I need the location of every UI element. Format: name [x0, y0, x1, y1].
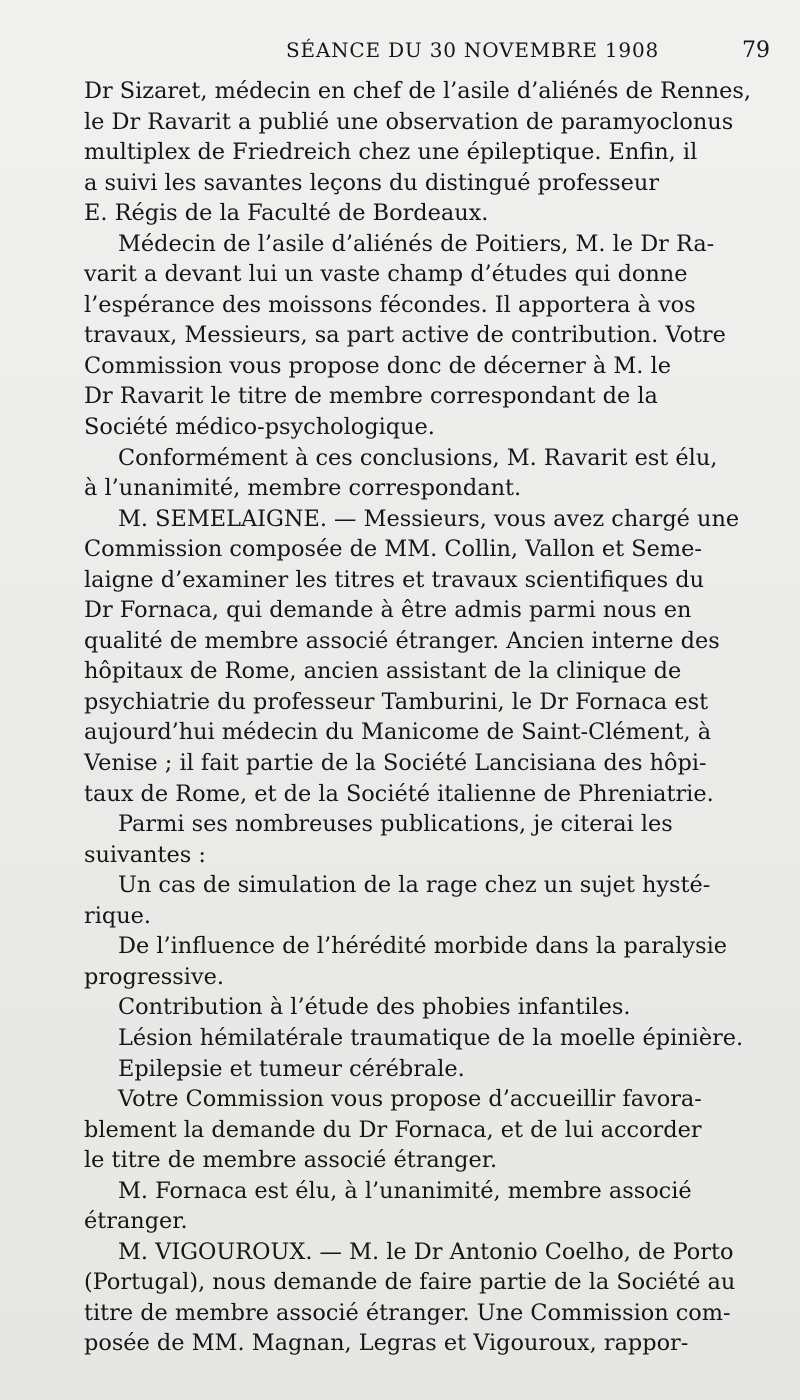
text-line: l’espérance des moissons fécondes. Il apportera à vos — [84, 291, 696, 318]
page-number: 79 — [742, 38, 770, 63]
text-line: hôpitaux de Rome, ancien assistant de la clinique de — [84, 658, 682, 685]
body-text — [84, 76, 769, 1359]
text-line: M. Fornaca est élu, à l’unanimité, membre associé — [118, 1177, 692, 1204]
text-line: Venise ; il fait partie de la Société Lancisiana des hôpi- — [84, 750, 707, 777]
text-line: multiplex de Friedreich chez une épileptique. Enfin, il — [84, 139, 698, 166]
text-line: E. Régis de la Faculté de Bordeaux. — [84, 200, 489, 227]
text-line: Dr Ravarit le titre de membre correspondant de la — [84, 383, 658, 410]
text-line: M. VIGOUROUX. — M. le Dr Antonio Coelho, de Porto — [118, 1238, 734, 1265]
text-line: Un cas de simulation de la rage chez un sujet hysté- — [118, 872, 711, 899]
text-line: progressive. — [84, 963, 224, 990]
text-line: étranger. — [84, 1208, 188, 1235]
text-line: psychiatrie du professeur Tamburini, le Dr Fornaca est — [84, 688, 709, 715]
text-line: a suivi les savantes leçons du distingué professeur — [84, 169, 660, 196]
text-line: Lésion hémilatérale traumatique de la moelle épinière. — [118, 1024, 744, 1051]
text-line: (Portugal), nous demande de faire partie de la Société au — [84, 1269, 736, 1296]
text-line: taux de Rome, et de la Société italienne de Phreniatrie. — [84, 780, 714, 807]
text-line: Commission composée de MM. Collin, Vallon et Seme- — [84, 536, 702, 563]
text-line: rique. — [84, 902, 151, 929]
text-line: le Dr Ravarit a publié une observation de paramyoclonus — [84, 108, 734, 135]
text-line: laigne d’examiner les titres et travaux scientifiques du — [84, 566, 704, 593]
running-title: SÉANCE DU 30 NOVEMBRE 1908 — [285, 38, 660, 62]
text-line: travaux, Messieurs, sa part active de contribution. Votre — [84, 322, 726, 349]
text-line: posée de MM. Magnan, Legras et Vigouroux, rappor- — [84, 1330, 689, 1357]
text-line: Conformément à ces conclusions, M. Ravarit est élu, — [118, 444, 718, 471]
text-line: Dr Fornaca, qui demande à être admis parmi nous en — [84, 597, 692, 624]
text-line: Votre Commission vous propose d’accueillir favora- — [118, 1086, 702, 1113]
text-line: M. SEMELAIGNE. — Messieurs, vous avez chargé une — [118, 505, 740, 532]
text-line: Médecin de l’asile d’aliénés de Poitiers, M. le Dr Ra- — [118, 230, 715, 257]
text-line: qualité de membre associé étranger. Ancien interne des — [84, 627, 720, 654]
text-line: varit a devant lui un vaste champ d’études qui donne — [84, 261, 688, 288]
text-line: Epilepsie et tumeur cérébrale. — [118, 1055, 465, 1082]
text-line: suivantes : — [84, 841, 206, 868]
text-line: Société médico-psychologique. — [84, 414, 435, 441]
text-line: Parmi ses nombreuses publications, je citerai les — [118, 811, 673, 838]
page-header — [95, 38, 770, 68]
text-line: Dr Sizaret, médecin en chef de l’asile d’aliénés de Rennes, — [84, 78, 751, 104]
text-line: Contribution à l’étude des phobies infantiles. — [118, 994, 631, 1021]
text-line: titre de membre associé étranger. Une Commission com- — [84, 1299, 731, 1326]
text-line: aujourd’hui médecin du Manicome de Saint-Clément, à — [84, 719, 712, 746]
text-line: le titre de membre associé étranger. — [84, 1147, 498, 1174]
text-line: blement la demande du Dr Fornaca, et de lui accorder — [84, 1116, 702, 1143]
text-line: De l’influence de l’hérédité morbide dans la paralysie — [118, 933, 727, 960]
text-line: à l’unanimité, membre correspondant. — [84, 475, 522, 502]
text-line: Commission vous propose donc de décerner à M. le — [84, 352, 671, 379]
paper-edge-shadow — [120, 1318, 670, 1335]
